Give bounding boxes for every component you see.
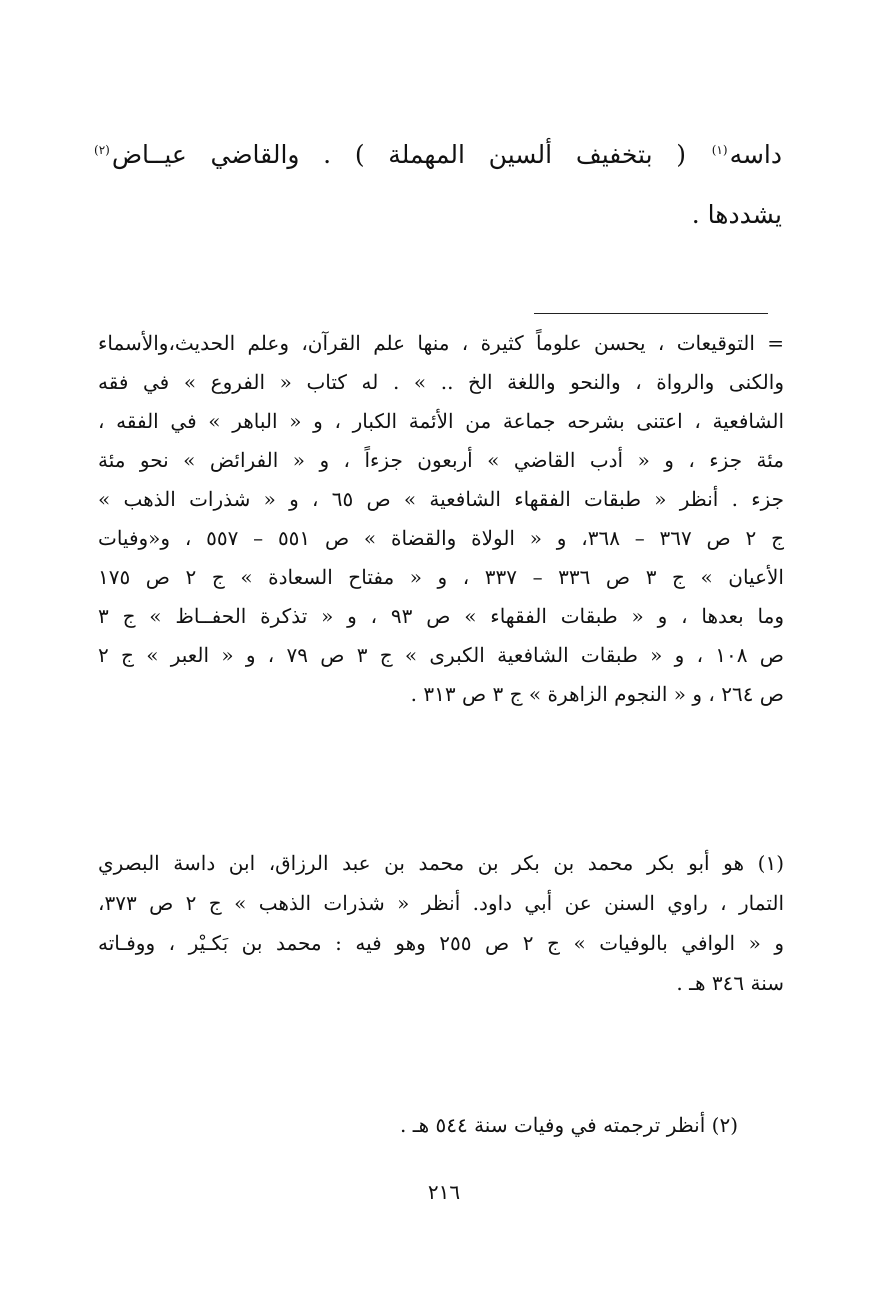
main-text-line-1 (92, 125, 782, 185)
footnote-1-line: التمار ، راوي السنن عن أبي داود. أنظر « شذرات الذهب » ج ٢ ص ٣٧٣، (98, 891, 785, 915)
continued-footnote-line: = التوقيعات ، يحسن علوماً كثيرة ، منها علم القرآن، وعلم الحديث،والأسماء (98, 331, 785, 355)
continued-footnote (98, 324, 784, 714)
main-text (92, 125, 782, 245)
continued-footnote-line: وما بعدها ، و « طبقات الفقهاء » ص ٩٣ ، و « تذكرة الحفــاظ » ج ٣ (98, 604, 784, 628)
footnote-ref-1: (١) (711, 142, 728, 157)
continued-footnote-line: ص ٢٦٤ ، و « النجوم الزاهرة » ج ٣ ص ٣١٣ . (410, 682, 784, 706)
footnote-1-line: و « الوافي بالوفيات » ج ٢ ص ٢٥٥ وهو فيه : محمد بن بَكـيْر ، ووفـاته (98, 931, 784, 955)
footnote-1-line: سنة ٣٤٦ هـ . (676, 971, 784, 995)
footnote-2 (98, 1105, 738, 1145)
main-text-line-2: يشددها . (691, 200, 782, 229)
continued-footnote-line: الشافعية ، اعتنى بشرحه جماعة من الأئمة الكبار ، و « الباهر » في الفقه ، (98, 409, 784, 433)
footnote-1 (98, 843, 784, 1003)
continued-footnote-line: الأعيان » ج ٣ ص ٣٣٦ – ٣٣٧ ، و « مفتاح السعادة » ج ٢ ص ١٧٥ (98, 565, 784, 589)
footnote-2-line: (٢) أنظر ترجمته في وفيات سنة ٥٤٤ هـ . (400, 1113, 738, 1137)
main-text-word: داسه (729, 140, 782, 169)
main-text-phrase: ( بتخفيف ألسين المهملة ) . والقاضي عيــاض (111, 140, 687, 169)
continued-footnote-line: مئة جزء ، و « أدب القاضي » أربعون جزءاً ، و « الفرائض » نحو مئة (98, 448, 784, 472)
footnote-ref-2: (٢) (94, 142, 110, 157)
continued-footnote-line: ج ٢ ص ٣٦٧ – ٣٦٨، و « الولاة والقضاة » ص ٥٥١ – ٥٥٧ ، و«وفيات (98, 526, 784, 550)
continued-footnote-line: والكنى والرواة ، والنحو واللغة الخ .. » . له كتاب « الفروع » في فقه (98, 370, 784, 394)
footnote-separator (534, 313, 768, 314)
continued-footnote-line: ص ١٠٨ ، و « طبقات الشافعية الكبرى » ج ٣ ص ٧٩ ، و « العبر » ج ٢ (98, 643, 784, 667)
page-number: ٢١٦ (427, 1180, 461, 1204)
continued-footnote-line: جزء . أنظر « طبقات الفقهاء الشافعية » ص ٦٥ ، و « شذرات الذهب » (98, 487, 784, 511)
footnote-1-line: (١) هو أبو بكر محمد بن بكر بن محمد بن عبد الرزاق، ابن داسة البصري (98, 851, 784, 875)
